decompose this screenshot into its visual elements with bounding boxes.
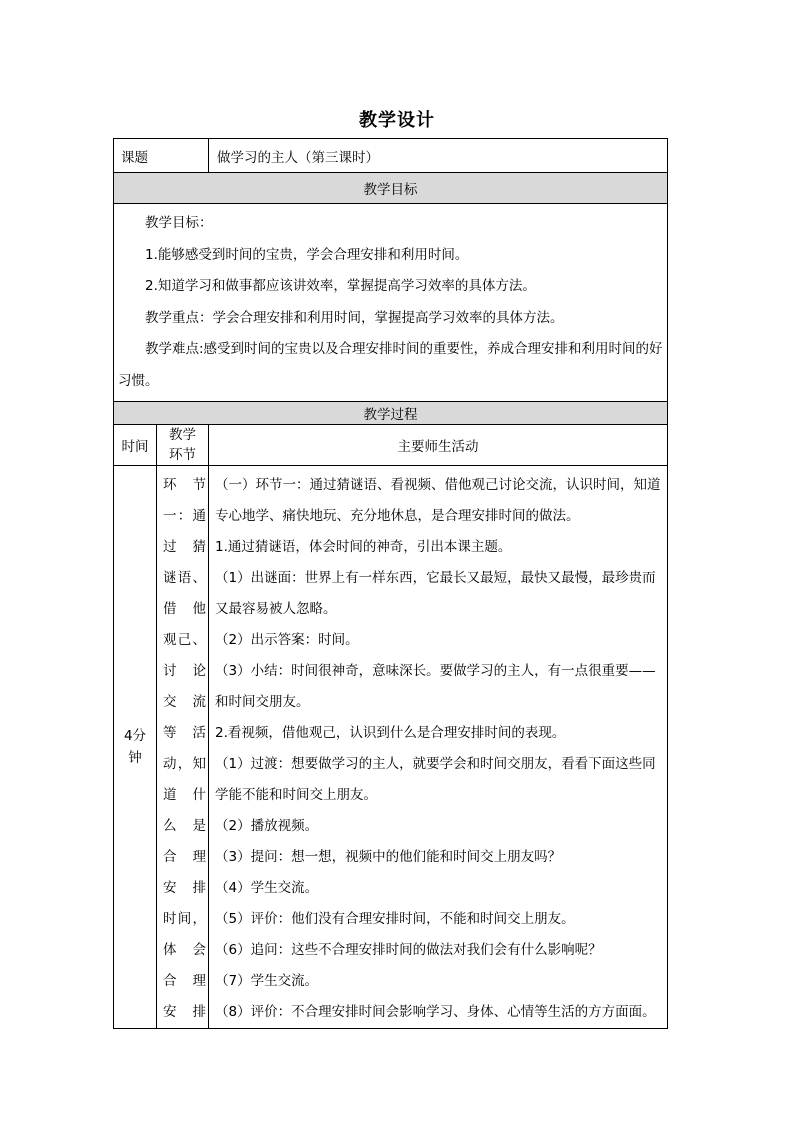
process-header-row <box>114 402 668 425</box>
topic-label: 课题 <box>114 139 209 173</box>
stage-line: 安排 <box>163 1004 206 1020</box>
stage-line: 道什 <box>163 787 206 803</box>
goals-header-row <box>114 173 668 204</box>
column-header-activity: 主要师生活动 <box>209 425 668 466</box>
activity-item: （3）提问：想一想，视频中的他们能和时间交上朋友吗？ <box>215 849 562 865</box>
stage-line: 观己、 <box>163 632 206 648</box>
activity-item: （一）环节一：通过猜谜语、看视频、借他观己讨论交流，认识时间，知道专心地学、痛快地玩、充分地休息，是合理安排时间的做法。 <box>215 477 661 524</box>
goal-item-2: 2.知道学习和做事都应该讲效率，掌握提高学习效率的具体方法。 <box>145 278 536 294</box>
activity-item: （8）评价：不合理安排时间会影响学习、身体、心情等生活的方方面面。 <box>215 1004 656 1020</box>
goal-item-1: 1.能够感受到时间的宝贵，学会合理安排和利用时间。 <box>145 246 469 263</box>
goals-section-header: 教学目标 <box>114 173 668 204</box>
goals-intro: 教学目标： <box>145 215 213 231</box>
stage-line: 交流 <box>163 694 206 710</box>
teaching-difficulty: 教学难点:感受到时间的宝贵以及合理安排时间的重要性，养成合理安排和利用时间的好习惯。 <box>118 341 663 389</box>
stage-cell <box>157 466 209 1029</box>
stage-line: 讨论 <box>163 663 206 679</box>
page-title: 教学设计 <box>359 110 435 131</box>
lesson-plan-table <box>113 138 668 1029</box>
activity-item: （7）学生交流。 <box>215 973 319 989</box>
teaching-key-point: 教学重点：学会合理安排和利用时间，掌握提高学习效率的具体方法。 <box>145 309 564 326</box>
activity-item: （3）小结：时间很神奇，意味深长。要做学习的主人，有一点很重要——和时间交朋友。 <box>215 663 656 710</box>
activity-item: 1.通过猜谜语，体会时间的神奇，引出本课主题。 <box>215 539 512 555</box>
stage-line: 安排 <box>163 880 206 896</box>
activity-item: （2）播放视频。 <box>215 818 319 834</box>
column-header-stage-text: 教学环节 <box>169 427 196 463</box>
activity-item: （6）追问：这些不合理安排时间的做法对我们会有什么影响呢？ <box>215 942 602 958</box>
stage-line: 动，知 <box>163 756 206 772</box>
stage-line: 时间， <box>163 911 206 927</box>
process-column-headers <box>114 425 668 466</box>
topic-value: 做学习的主人（第三课时） <box>209 139 668 173</box>
activities-cell <box>209 466 668 1029</box>
activity-item: （5）评价：他们没有合理安排时间，不能和时间交上朋友。 <box>215 911 575 927</box>
stage-line: 体会 <box>163 942 206 958</box>
goals-content <box>114 204 668 402</box>
stage-line: 一：通 <box>163 508 206 524</box>
activity-item: （4）学生交流。 <box>215 880 319 896</box>
process-content-row <box>114 466 668 1029</box>
stage-line: 谜语、 <box>163 570 206 586</box>
activity-item: （2）出示答案：时间。 <box>215 632 359 648</box>
activity-item: 2.看视频，借他观己，认识到什么是合理安排时间的表现。 <box>215 725 566 741</box>
stage-line: 环节 <box>163 477 206 493</box>
stage-line: 等活 <box>163 725 206 741</box>
topic-row <box>114 139 668 173</box>
stage-line: 么是 <box>163 818 206 834</box>
column-header-time: 时间 <box>114 425 157 466</box>
goals-content-row <box>114 204 668 402</box>
stage-line: 合理 <box>163 849 206 865</box>
stage-line: 借他 <box>163 601 206 617</box>
stage-line: 过猜 <box>163 539 206 555</box>
activity-item: （1）出谜面：世界上有一样东西，它最长又最短，最快又最慢，最珍贵而又最容易被人忽略。 <box>215 570 656 617</box>
activity-item: （1）过渡：想要做学习的主人，就要学会和时间交朋友，看看下面这些同学能不能和时间交上朋友。 <box>215 756 656 803</box>
time-cell <box>114 466 157 1029</box>
column-header-stage <box>157 425 209 466</box>
process-section-header: 教学过程 <box>114 402 668 425</box>
stage-line: 合理 <box>163 973 206 989</box>
time-value: 4分钟 <box>123 728 147 766</box>
